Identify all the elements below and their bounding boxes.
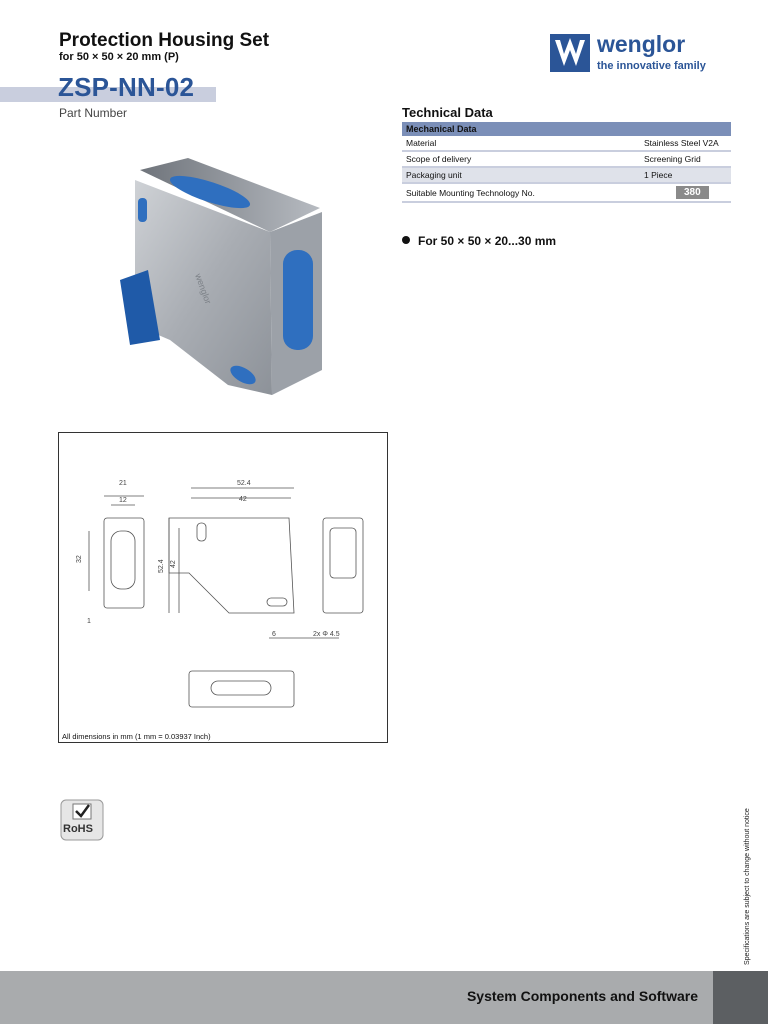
mounting-number-badge[interactable]: 380 — [676, 186, 709, 199]
wenglor-logo-icon — [550, 34, 590, 72]
technical-data-table — [402, 122, 731, 203]
svg-text:wenglor: wenglor — [193, 272, 214, 306]
part-number: ZSP-NN-02 — [58, 72, 195, 102]
table-row — [402, 151, 731, 167]
table-row — [402, 183, 731, 202]
svg-text:12: 12 — [119, 497, 127, 504]
feature-text: For 50 × 50 × 20...30 mm — [418, 234, 557, 248]
page-subtitle: for 50 × 50 × 20 mm (P) — [59, 51, 179, 63]
svg-text:52.4: 52.4 — [158, 559, 165, 573]
disclaimer: Specifications are subject to change without notice — [744, 808, 751, 965]
row-value: Stainless Steel V2A — [640, 136, 731, 151]
svg-text:6: 6 — [272, 631, 276, 638]
svg-text:42: 42 — [170, 560, 177, 568]
feature-item — [402, 234, 556, 248]
svg-text:32: 32 — [76, 555, 83, 563]
dimension-note: All dimensions in mm (1 mm = 0.03937 Inch) — [62, 732, 211, 741]
svg-text:1: 1 — [87, 618, 91, 625]
brand-name: wenglor — [597, 31, 686, 57]
technical-drawing-icon — [59, 433, 389, 733]
product-image — [100, 150, 330, 400]
svg-text:21: 21 — [119, 480, 127, 487]
technical-data-title: Technical Data — [402, 105, 493, 120]
section-label: Mechanical Data — [402, 122, 731, 136]
row-label: Suitable Mounting Technology No. — [402, 183, 640, 202]
table-section-header — [402, 122, 731, 136]
svg-text:2x Φ 4.5: 2x Φ 4.5 — [313, 631, 340, 638]
row-label: Scope of delivery — [402, 151, 640, 167]
table-row — [402, 136, 731, 151]
row-value: Screening Grid — [640, 151, 731, 167]
rohs-label: RoHS — [63, 823, 93, 835]
table-row — [402, 167, 731, 183]
svg-text:52.4: 52.4 — [237, 480, 251, 487]
page-title: Protection Housing Set — [59, 30, 270, 51]
svg-text:42: 42 — [239, 496, 247, 503]
row-label: Material — [402, 136, 640, 151]
part-number-label: Part Number — [59, 106, 128, 120]
dimension-drawing — [58, 432, 388, 743]
footer-corner — [713, 971, 768, 1024]
row-value: 1 Piece — [640, 167, 731, 183]
bullet-icon — [402, 236, 410, 244]
footer-label: System Components and Software — [466, 988, 698, 1004]
brand-tagline: the innovative family — [597, 60, 706, 72]
row-label: Packaging unit — [402, 167, 640, 183]
